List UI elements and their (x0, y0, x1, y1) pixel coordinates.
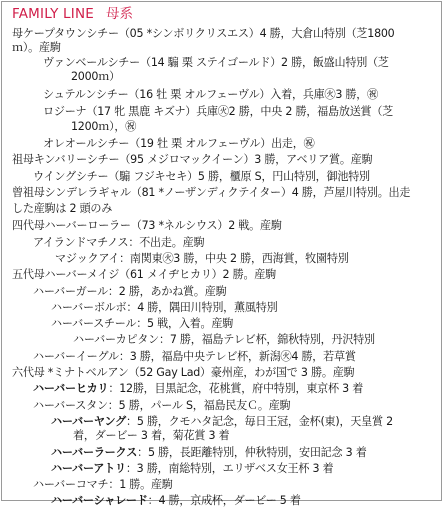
pedigree-line (33, 285, 226, 299)
line-text: 四代母ハーバーローラー（73 *ネルシウス）2 戦。産駒 (12, 219, 282, 232)
family-line-panel (1, 1, 442, 507)
pedigree-line (33, 350, 356, 364)
horse-name-bold: ハーバーアトリ (51, 462, 126, 475)
pedigree-line (12, 366, 354, 380)
pedigree-line (51, 446, 367, 460)
line-text: オレオールシチー（19 牡 栗 オルフェーヴル）出走，㊗ (43, 137, 315, 150)
pedigree-line (51, 494, 301, 508)
line-text: ハーバーカピタン：7 勝，福島テレビ杯，錦秋特別，丹沢特別 (73, 333, 375, 346)
pedigree-line (51, 415, 393, 429)
line-text: アイランドマチノス：不出走。産駒 (33, 236, 205, 249)
line-text: 曾祖母シンデレラギャル（81 *ノーザンディクテイター）4 勝，芦屋川特別。出走 (12, 186, 411, 199)
title-japanese: 母系 (106, 6, 133, 22)
pedigree-line (71, 70, 120, 84)
line-text: ：12勝，目黒記念，花桃賞，府中特別，東京杯 3 着 (108, 382, 364, 395)
pedigree-line (12, 268, 276, 282)
pedigree-line (33, 382, 363, 396)
line-text: ハーバーイーグル：3 勝，福島中央テレビ杯，新潟㊋4 勝，若草賞 (33, 350, 356, 363)
pedigree-line (55, 252, 349, 266)
horse-name-bold: ハーバーヒカリ (33, 382, 109, 395)
pedigree-line (33, 236, 204, 250)
line-text: ｍ）。産駒 (12, 41, 61, 54)
line-text: ハーバースチール：5 戦，入着。産駒 (51, 317, 234, 330)
pedigree-line (73, 333, 375, 347)
pedigree-line (43, 105, 393, 119)
title-english: FAMILY LINE (12, 6, 94, 22)
pedigree-line (51, 317, 233, 331)
line-text: 祖母キンバリーシチー（95 メジロマックイーン）3 勝，アベリア賞。産駒 (12, 153, 373, 166)
line-text: ：3 勝，南総特別，エリザベス女王杯 3 着 (125, 462, 334, 475)
line-text: ハーバーボルボ：4 勝，隅田川特別，薫風特別 (51, 301, 278, 314)
line-text: 母ケープタウンシチー（05 *シンボリクリスエス）4 勝，大倉山特別（芝1800 (12, 27, 395, 40)
pedigree-line (33, 399, 290, 413)
horse-name-bold: ハーバーヤング (51, 415, 127, 428)
pedigree-line (51, 301, 277, 315)
pedigree-line (12, 202, 112, 216)
horse-name-bold: ハーバーラークス (51, 446, 138, 459)
line-text: 六代母 *ミナトベルアン（52 Gay Lad）豪州産，わが国で 3 勝。産駒 (12, 366, 355, 379)
line-text: ウイングシチー（騸 フジキセキ）5 勝，櫃原 S，円山特別，御池特別 (33, 170, 370, 183)
pedigree-line (33, 170, 370, 184)
line-text: マジックアイ：南関東㊋3 勝，中央 2 勝，西海賞，牧園特別 (55, 252, 349, 265)
pedigree-line (51, 462, 333, 476)
section-title (12, 5, 133, 23)
pedigree-line (12, 219, 282, 233)
line-text: ハーバースタン：5 勝，パール S，福島民友Ｃ。産駒 (33, 399, 291, 412)
pedigree-line (12, 186, 410, 200)
line-text: ロジーナ（17 牝 黒鹿 キズナ）兵庫㊋2 勝，中央 2 勝，福島放送賞（芝 (43, 105, 394, 118)
line-text: 2000ｍ） (71, 70, 120, 83)
pedigree-line (12, 41, 61, 55)
pedigree-line (12, 153, 372, 167)
line-text: ハーバーガール：2 勝，あかね賞。産駒 (33, 285, 227, 298)
pedigree-line (12, 27, 395, 41)
line-text: ハーバーコマチ：1 勝。産駒 (33, 478, 173, 491)
line-text: ：4 勝，京成杯，ダービー 5 着 (147, 494, 301, 507)
line-text: 1200ｍ），㊗ (71, 120, 137, 133)
pedigree-line (43, 137, 314, 151)
pedigree-line (33, 478, 173, 492)
pedigree-line (43, 88, 378, 102)
pedigree-line (71, 120, 136, 134)
horse-name-bold: ハーバーシャレード (51, 494, 148, 507)
line-text: 着，ダービー 3 着，菊花賞 3 着 (73, 429, 230, 442)
line-text: ：5 勝，長距離特別，仲秋特別，安田記念 3 着 (137, 446, 367, 459)
line-text: 五代母ハーバーメイジ（61 メイヂヒカリ）2 勝。産駒 (12, 268, 276, 281)
line-text: ：5 勝，クモハタ記念，毎日王冠，金杯(東)，天皇賞 2 (126, 415, 393, 428)
pedigree-line (43, 56, 389, 70)
line-text: シュテルンシチー（16 牡 栗 オルフェーヴル）入着，兵庫㊋3 勝，㊗ (43, 88, 378, 101)
pedigree-line (73, 429, 229, 443)
line-text: ヴァンベールシチー（14 騸 栗 ステイゴールド）2 勝，飯盛山特別（芝 (43, 56, 389, 69)
line-text: した産駒は 2 頭のみ (12, 202, 113, 215)
